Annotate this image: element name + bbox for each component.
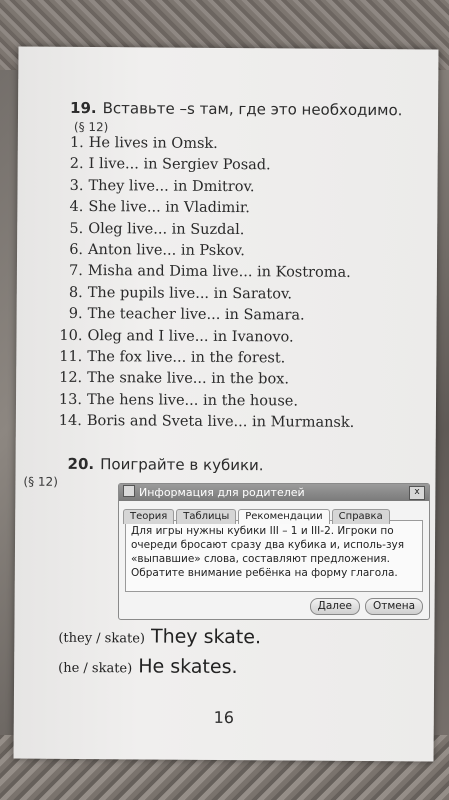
- list-item: 5. Oleg live... in Suzdal.: [69, 220, 245, 238]
- list-item: 6. Anton live... in Pskov.: [69, 241, 245, 260]
- exercise-20-ref: (§ 12): [23, 474, 58, 489]
- list-item: 13. The hens live... in the house.: [58, 391, 299, 410]
- list-item: 12. The snake live... in the box.: [59, 370, 290, 388]
- list-item: 3. They live... in Dmitrov.: [69, 177, 255, 195]
- example-row: [58, 655, 238, 678]
- example-answer: He skates.: [138, 655, 238, 679]
- example-row: [58, 625, 261, 648]
- list-item: 7. Misha and Dima live... in Kostroma.: [69, 263, 351, 282]
- cancel-button[interactable]: Отмена: [365, 598, 423, 615]
- dialog-title: Информация для родителей: [139, 486, 305, 499]
- page-number: 16: [213, 707, 235, 728]
- list-item: 14. Boris and Sveta live... in Murmansk.: [58, 412, 355, 431]
- list-item: 4. She live... in Vladimir.: [69, 199, 250, 217]
- tab-help[interactable]: Справка: [332, 509, 390, 524]
- list-item: 8. The pupils live... in Saratov.: [68, 284, 293, 303]
- exercise-20-heading: [68, 455, 264, 474]
- parents-info-dialog: [118, 483, 430, 620]
- exercise-20-title: Поиграйте в кубики.: [100, 455, 264, 475]
- tab-tables[interactable]: Таблицы: [176, 509, 236, 524]
- exercise-19-ref: (§ 12): [73, 119, 109, 135]
- example-answer: They skate.: [150, 625, 262, 649]
- example-hint: (they / skate): [58, 630, 146, 647]
- list-item: 11. The fox live... in the forest.: [59, 348, 286, 367]
- exercise-19-heading: [70, 99, 403, 119]
- book-page: [14, 47, 439, 762]
- exercise-20-number: 20.: [67, 454, 95, 474]
- close-icon[interactable]: x: [409, 486, 425, 500]
- dialog-titlebar: [119, 484, 429, 501]
- window-icon: [123, 485, 135, 497]
- next-button[interactable]: Далее: [310, 598, 360, 615]
- dialog-body-text: Для игры нужны кубики III – 1 и III-2. Игроки по очереди бросают сразу два кубика и, исполь-зуя «выпавшие» слова, составляют предложения. Обратите внимание ребёнка на форму глагола.: [125, 520, 423, 592]
- list-item: 10. Oleg and I live... in Ivanovo.: [59, 327, 294, 345]
- list-item: 2. I live... in Sergiev Posad.: [69, 156, 271, 174]
- exercise-19-number: 19.: [70, 98, 97, 118]
- exercise-19-list: [58, 135, 357, 437]
- list-item: 1. He lives in Omsk.: [69, 134, 218, 152]
- tab-recommendations[interactable]: Рекомендации: [238, 509, 329, 524]
- dialog-tabs: [119, 504, 429, 520]
- example-hint: (he / skate): [58, 660, 133, 677]
- tab-theory[interactable]: Теория: [123, 509, 174, 524]
- exercise-19-title: Вставьте –s там, где это необходимо.: [102, 99, 403, 120]
- list-item: 9. The teacher live... in Samara.: [68, 306, 305, 324]
- dialog-buttons: [305, 594, 423, 615]
